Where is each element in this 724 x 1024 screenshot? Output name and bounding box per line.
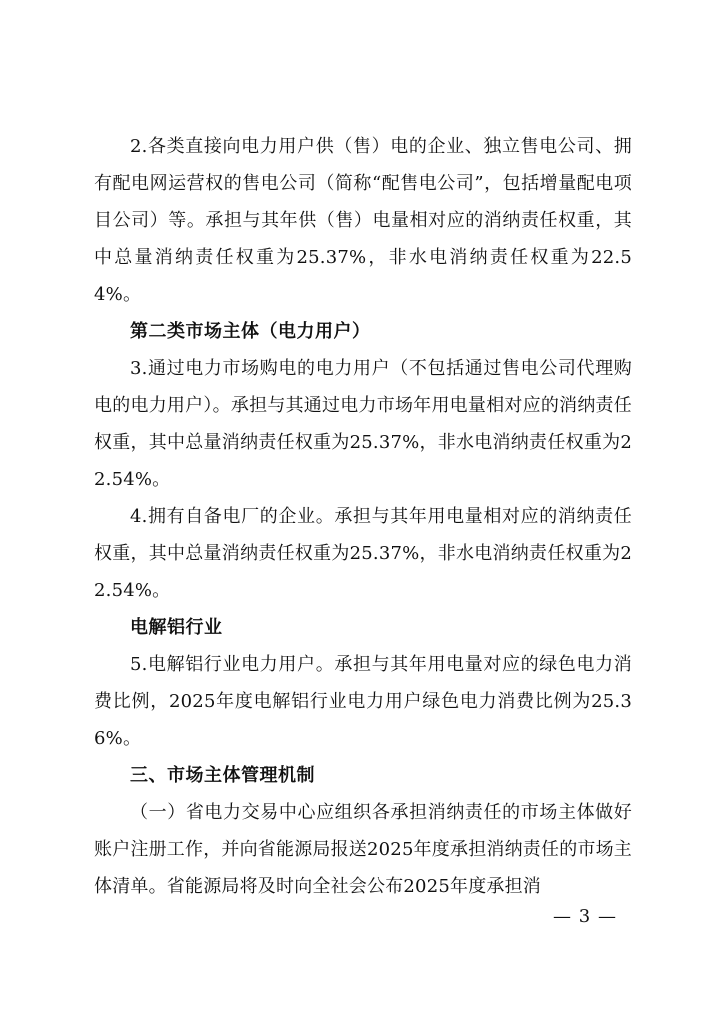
paragraph-item-4: 4.拥有自备电厂的企业。承担与其年用电量相对应的消纳责任权重，其中总量消纳责任权重为25.37%，非水电消纳责任权重为22.54%。 [94, 506, 632, 601]
paragraph-management-1: （一）省电力交易中心应组织各承担消纳责任的市场主体做好账户注册工作，并向省能源局报送2025年度承担消纳责任的市场主体清单。省能源局将及时向全社会公布2025年度承担消 [94, 802, 633, 897]
section-heading-management: 三、市场主体管理机制 [130, 765, 315, 786]
section-heading-aluminum: 电解铝行业 [130, 617, 223, 638]
paragraph-item-3: 3.通过电力市场购电的电力用户（不包括通过售电公司代理购电的电力用户）。承担与其通过电力市场年用电量相对应的消纳责任权重，其中总量消纳责任权重为25.37%，非水电消纳责任权重为22.54%。 [94, 358, 632, 490]
section-heading-category-2: 第二类市场主体（电力用户） [130, 321, 371, 342]
paragraph-item-2: 2.各类直接向电力用户供（售）电的企业、独立售电公司、拥有配电网运营权的售电公司（简称“配售电公司”，包括增量配电项目公司）等。承担与其年供（售）电量相对应的消纳责任权重，其中总量消纳责任权重为25.37%，非水电消纳责任权重为22.54%。 [94, 136, 632, 305]
paragraph-item-5: 5.电解铝行业电力用户。承担与其年用电量对应的绿色电力消费比例，2025年度电解铝行业电力用户绿色电力消费比例为25.36%。 [94, 654, 632, 749]
page-number: — 3 — [553, 906, 617, 927]
document-body [94, 128, 632, 905]
